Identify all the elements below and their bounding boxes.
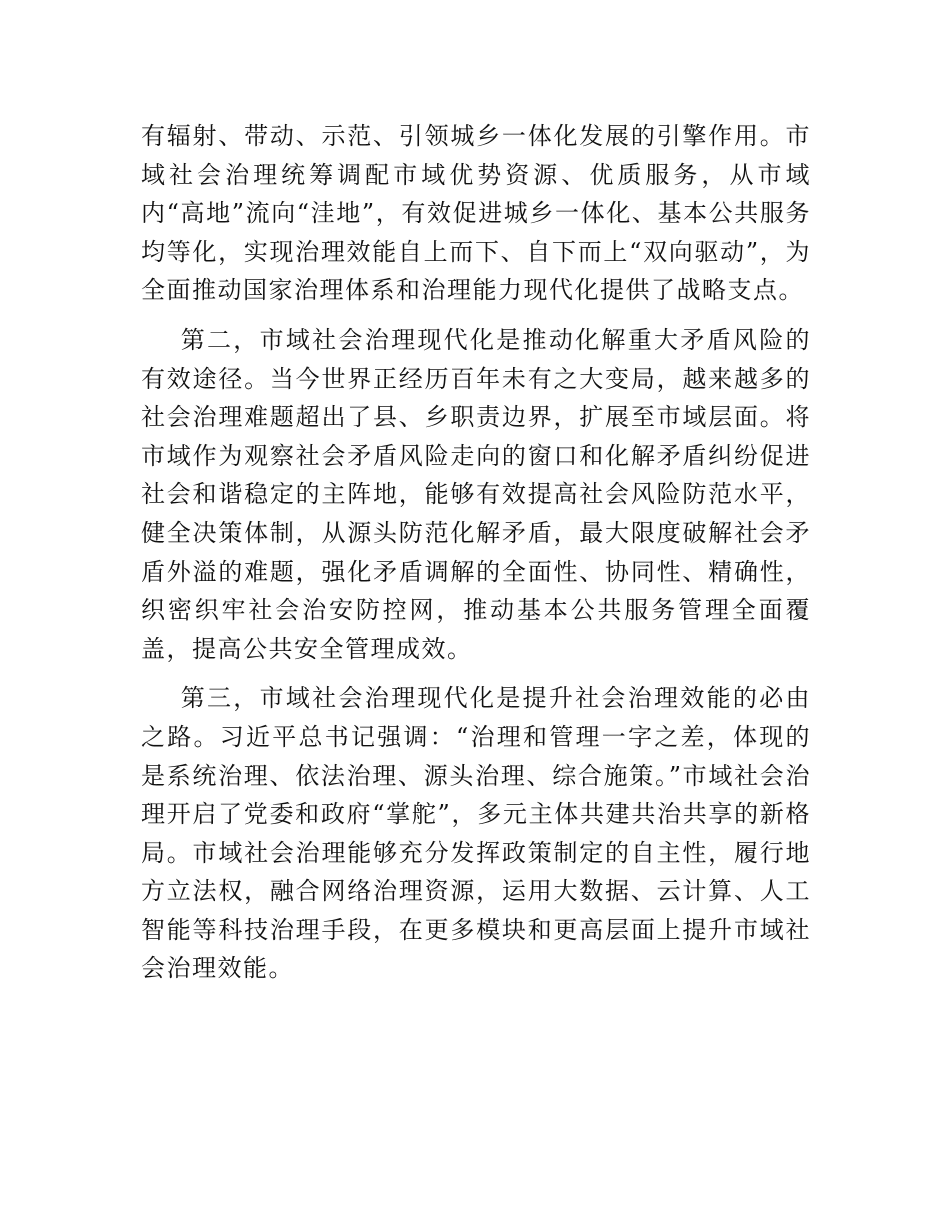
paragraph-continuation: 有辐射、带动、示范、引领城乡一体化发展的引擎作用。市域社会治理统筹调配市域优势资源、优质服务，从市域内“高地”流向“洼地”，有效促进城乡一体化、基本公共服务均等化，实现治理效能自上而下、自下而上“双向驱动”，为全面推动国家治理体系和治理能力现代化提供了战略支点。	[141, 122, 811, 305]
body-text	[141, 117, 811, 988]
paragraph-third-point: 第三，市域社会治理现代化是提升社会治理效能的必由之路。习近平总书记强调：“治理和管理一字之差，体现的是系统治理、依法治理、源头治理、综合施策。”市域社会治理开启了党委和政府“掌舵”，多元主体共建共治共享的新格局。市域社会治理能够充分发挥政策制定的自主性，履行地方立法权，融合网络治理资源，运用大数据、云计算、人工智能等科技治理手段，在更多模块和更高层面上提升市域社会治理效能。	[141, 684, 812, 983]
paragraph-second-point: 第二，市域社会治理现代化是推动化解重大矛盾风险的有效途径。当今世界正经历百年未有之大变局，越来越多的社会治理难题超出了县、乡职责边界，扩展至市域层面。将市域作为观察社会矛盾风险走向的窗口和化解矛盾纠纷促进社会和谐稳定的主阵地，能够有效提高社会风险防范水平，健全决策体制，从源头防范化解矛盾，最大限度破解社会矛盾外溢的难题，强化矛盾调解的全面性、协同性、精确性，织密织牢社会治安防控网，推动基本公共服务管理全面覆盖，提高公共安全管理成效。	[141, 325, 812, 663]
